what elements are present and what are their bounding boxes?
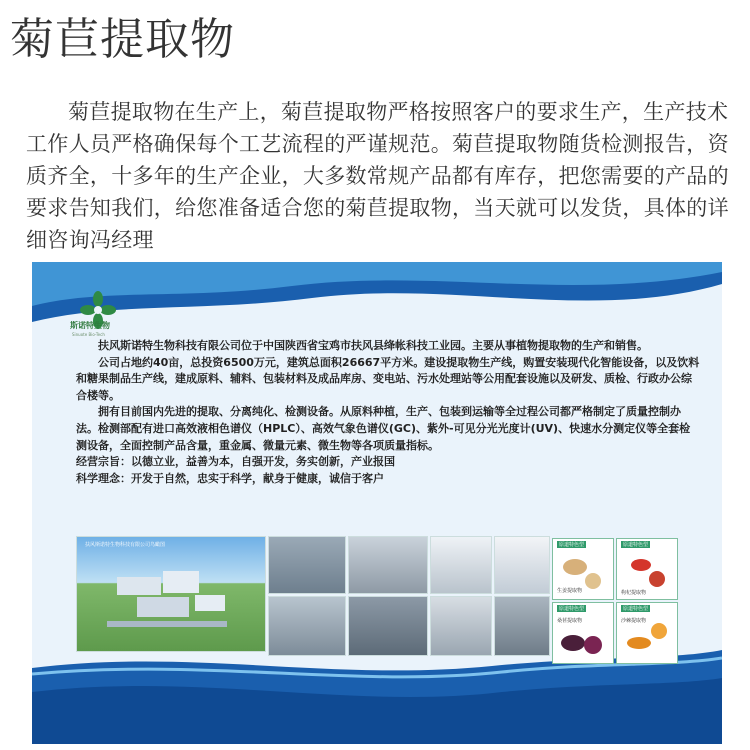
company-board: [32, 262, 722, 744]
herb-tag: 原道特色型: [623, 606, 649, 612]
page-title: 菊苣提取物: [10, 14, 235, 65]
blue-wave-background: [32, 262, 722, 744]
aerial-caption: 扶风斯诺特生物科技有限公司鸟瞰图: [85, 542, 166, 548]
production-photo-8: [494, 596, 550, 656]
production-photo-2: [348, 536, 428, 594]
herb-label: 生姜提取物: [557, 588, 583, 594]
herb-card-goji: [616, 538, 678, 600]
herb-card-ginger: [552, 538, 614, 600]
production-photo-3: [430, 536, 492, 594]
science-philosophy: 科学理念：开发于自然，忠实于科学，献身于健康，诚信于客户: [76, 471, 384, 485]
aerial-factory-image: [76, 536, 266, 652]
paragraph-3: 拥有目前国内先进的提取、分离纯化、检测设备。从原料种植，生产、包装到运输等全过程公司都严格制定了质量控制办法。检测部配有进口高效液相色谱仪（HPLC）、高效气象色谱仪(GC)、紫外-可见分光光度计(UV)、快速水分测定仪等全套检测设备，全面控制产品含量，重金属、微量元素、微生物等各项质量指标。: [76, 405, 691, 452]
production-photo-6: [348, 596, 428, 656]
intro-paragraph: 菊苣提取物在生产上，菊苣提取物严格按照客户的要求生产，生产技术工作人员严格确保每个工艺流程的严谨规范。菊苣提取物随货检测报告，资质齐全，十多年的生产企业，大多数常规产品都有库存，把您需要的产品的要求告知我们，给您准备适合您的菊苣提取物，当天就可以发货，具体的详细咨询冯经理: [26, 100, 729, 252]
herb-card-seabuckthorn: [616, 602, 678, 664]
company-description: [76, 338, 700, 487]
paragraph-2: 公司占地约40亩，总投资6500万元，建筑总面积26667平方米。建设提取物生产线，购置安装现代化智能设备，以及饮料和糖果制品生产线，建成原料、辅料、包装材料及成品库房、变电站、污水处理站等公用配套设施以及研发、质检、行政办公综合楼等。: [76, 355, 700, 402]
herb-label: 枸杞提取物: [621, 590, 647, 596]
herb-tag: 原道特色型: [623, 542, 649, 548]
paragraph-1: 扶风斯诺特生物科技有限公司位于中国陕西省宝鸡市扶风县绛帐科技工业园。主要从事植物提取物的生产和销售。: [98, 339, 648, 352]
production-photo-7: [430, 596, 492, 656]
herb-card-mulberry: [552, 602, 614, 664]
production-photo-4: [494, 536, 550, 594]
logo-subtitle: Sinuote Bio-Tech: [72, 332, 105, 337]
mission-statement: 经营宗旨：以德立业，益善为本，自强开发，务实创新，产业报国: [76, 455, 395, 469]
herb-label: 沙棘提取物: [621, 618, 647, 624]
herb-tag: 原道特色型: [559, 606, 585, 612]
herb-label: 桑葚提取物: [557, 618, 583, 624]
herb-tag: 原道特色型: [559, 542, 585, 548]
production-photo-1: [268, 536, 346, 594]
production-photo-5: [268, 596, 346, 656]
logo-name: 斯诺特生物: [70, 321, 110, 330]
